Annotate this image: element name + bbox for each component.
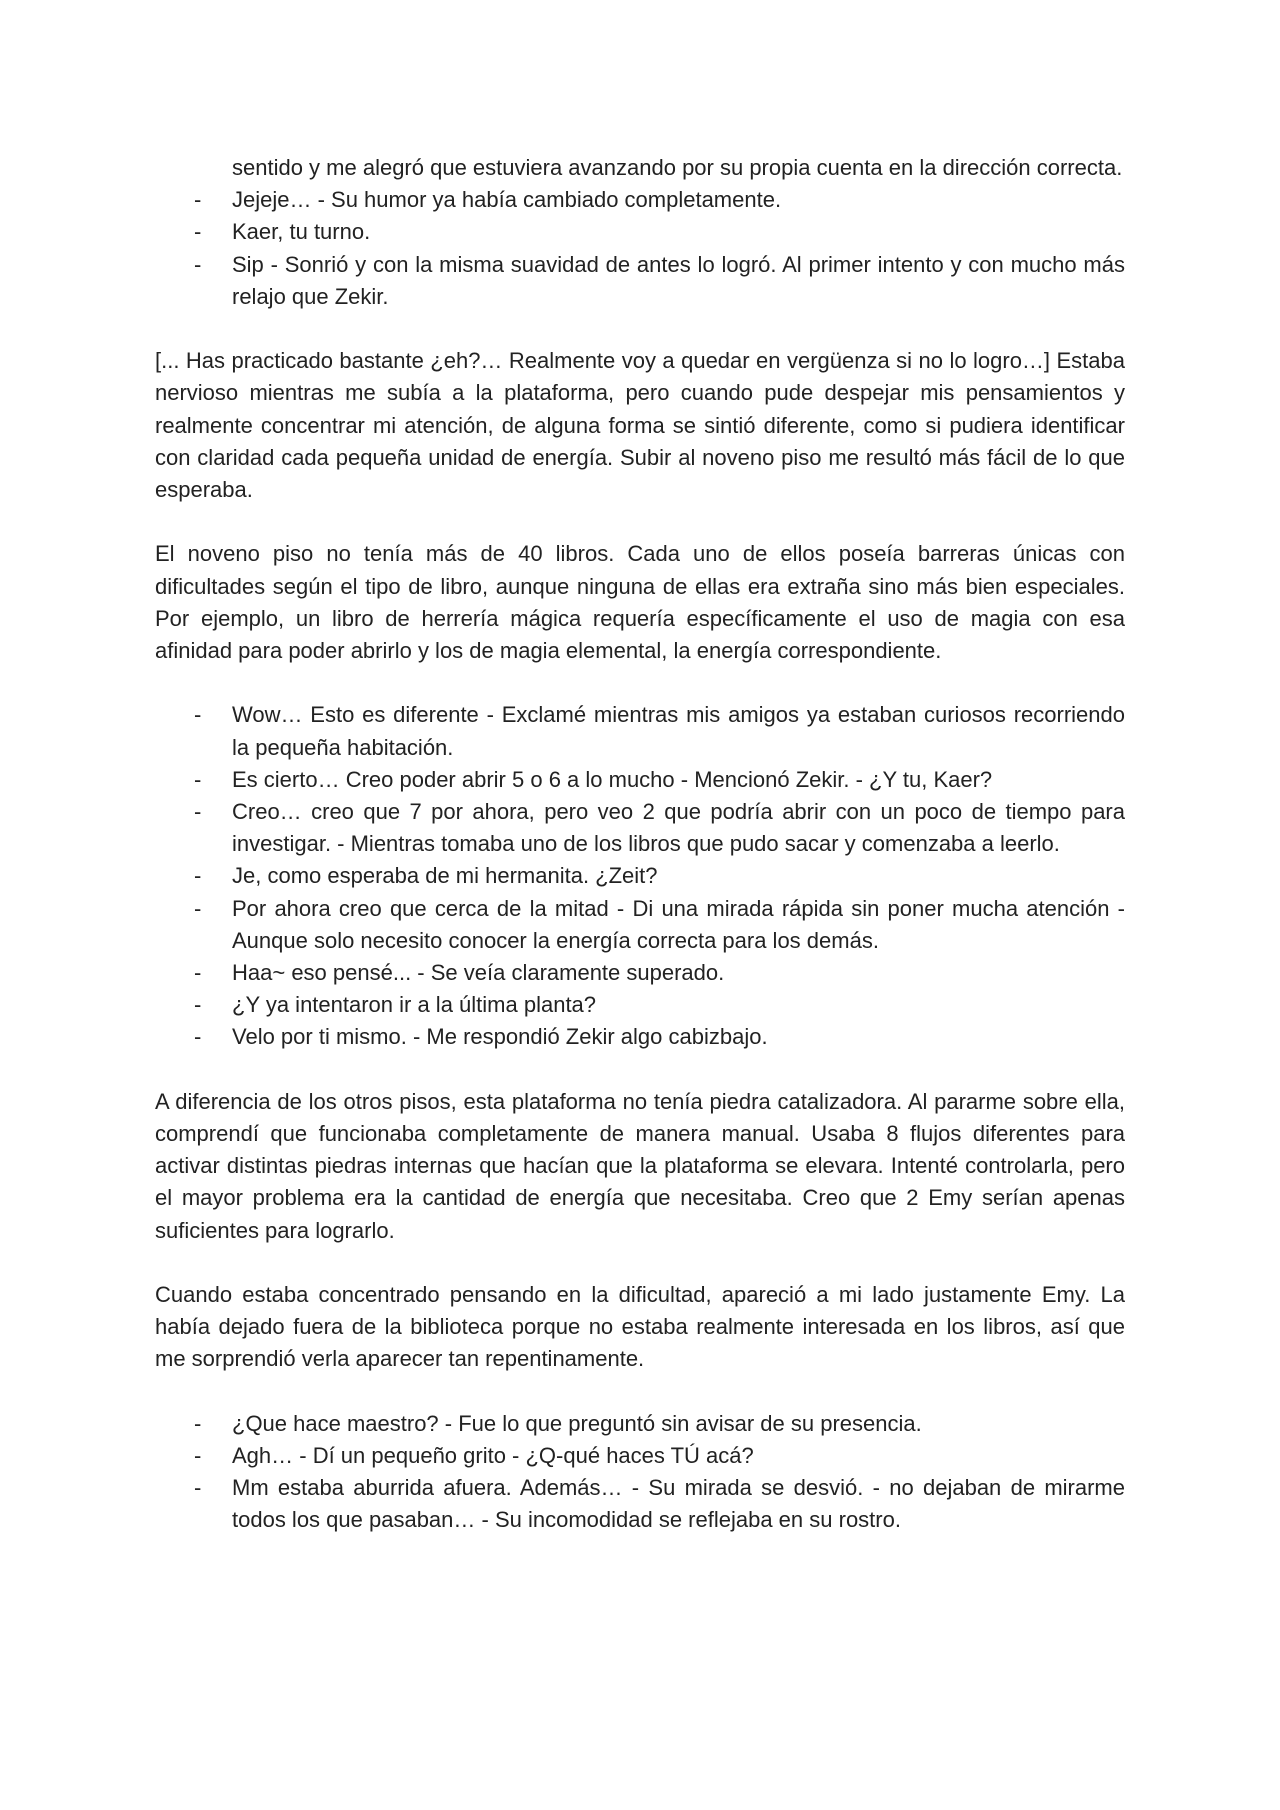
dialogue-list [155,699,1125,1053]
dialogue-line [155,957,1125,989]
narrative-paragraph: El noveno piso no tenía más de 40 libros. Cada uno de ellos poseía barreras únicas con dificultades según el tipo de libro, aunque ninguna de ellas era extraña sino más bien especiales. Por ejemplo, un libro de herrería mágica requería específicamente el uso de magia con esa afinidad para poder abrirlo y los de magia elemental, la energía correspondiente. [155,541,1125,664]
paragraph-gap [155,667,1125,699]
paragraph-gap [155,1376,1125,1408]
dialogue-text: sentido y me alegró que estuviera avanzando por su propia cuenta en la dirección correcta. [232,155,1123,180]
dialogue-dash: - [194,219,202,245]
narrative-paragraph: A diferencia de los otros pisos, esta plataforma no tenía piedra catalizadora. Al pararme sobre ella, comprendí que funcionaba completamente de manera manual. Usaba 8 flujos diferentes para activar distintas piedras internas que hacían que la plataforma se elevara. Intenté controlarla, pero el mayor problema era la cantidad de energía que necesitaba. Creo que 2 Emy serían apenas suficientes para lograrlo. [155,1088,1125,1243]
dialogue-dash: - [194,251,202,277]
dialogue-text: Por ahora creo que cerca de la mitad - Di una mirada rápida sin poner mucha atención - Aunque solo necesito conocer la energía correcta para los demás. [232,895,1125,953]
narrative-paragraph: Cuando estaba concentrado pensando en la dificultad, apareció a mi lado justamente Emy. La había dejado fuera de la biblioteca porque no estaba realmente interesada en los libros, así que me sorprendió verla aparecer tan repentinamente. [155,1282,1125,1372]
dialogue-text: ¿Que hace maestro? - Fue lo que preguntó sin avisar de su presencia. [232,1410,922,1436]
dialogue-dash: - [194,799,202,825]
dialogue-text: Sip - Sonrió y con la misma suavidad de antes lo logró. Al primer intento y con mucho más relajo que Zekir. [232,251,1125,309]
dialogue-text: Haa~ eso pensé... - Se veía claramente superado. [232,960,725,986]
dialogue-line [155,184,1125,216]
dialogue-dash: - [194,766,202,792]
dialogue-line [155,699,1125,763]
dialogue-dash: - [194,1410,202,1436]
dialogue-list [155,184,1125,313]
dialogue-line [155,1408,1125,1440]
dialogue-line [155,1472,1125,1536]
dialogue-line [155,860,1125,892]
dialogue-text: Jejeje… - Su humor ya había cambiado completamente. [232,187,782,213]
dialogue-text: Agh… - Dí un pequeño grito - ¿Q-qué haces TÚ acá? [232,1443,754,1469]
dialogue-line [155,1440,1125,1472]
dialogue-continuation [155,152,1125,184]
paragraph-gap [155,506,1125,538]
document-body [155,152,1125,1537]
paragraph-gap [155,1054,1125,1086]
dialogue-text: Creo… creo que 7 por ahora, pero veo 2 que podría abrir con un poco de tiempo para investigar. - Mientras tomaba uno de los libros que pudo sacar y comenzaba a leerlo. [232,799,1125,857]
dialogue-text: Kaer, tu turno. [232,219,371,245]
dialogue-text: Es cierto… Creo poder abrir 5 o 6 a lo mucho - Mencionó Zekir. - ¿Y tu, Kaer? [232,766,993,792]
dialogue-line [155,893,1125,957]
paragraph-gap [155,1247,1125,1279]
narrative-paragraph: [... Has practicado bastante ¿eh?… Realmente voy a quedar en vergüenza si no lo logro…] Estaba nervioso mientras me subía a la plataforma, pero cuando pude despejar mis pensamientos y realmente concentrar mi atención, de alguna forma se sintió diferente, como si pudiera identificar con claridad cada pequeña unidad de energía. Subir al noveno piso me resultó más fácil de lo que esperaba. [155,348,1125,503]
dialogue-line [155,764,1125,796]
dialogue-text: Je, como esperaba de mi hermanita. ¿Zeit? [232,863,658,889]
dialogue-dash: - [194,1475,202,1501]
dialogue-text: Wow… Esto es diferente - Exclamé mientras mis amigos ya estaban curiosos recorriendo la pequeña habitación. [232,702,1125,760]
dialogue-dash: - [194,1443,202,1469]
dialogue-line [155,989,1125,1021]
paragraph-gap [155,313,1125,345]
dialogue-dash: - [194,895,202,921]
dialogue-dash: - [194,187,202,213]
dialogue-line [155,249,1125,313]
dialogue-text: Mm estaba aburrida afuera. Además… - Su mirada se desvió. - no dejaban de mirarme todos los que pasaban… - Su incomodidad se reflejaba en su rostro. [232,1475,1125,1533]
dialogue-text: Velo por ti mismo. - Me respondió Zekir algo cabizbajo. [232,1024,768,1050]
dialogue-list [155,1408,1125,1537]
dialogue-line [155,216,1125,248]
dialogue-dash: - [194,702,202,728]
dialogue-dash: - [194,1024,202,1050]
dialogue-line [155,1021,1125,1053]
dialogue-line [155,796,1125,860]
dialogue-dash: - [194,992,202,1018]
dialogue-text: ¿Y ya intentaron ir a la última planta? [232,992,597,1018]
dialogue-dash: - [194,863,202,889]
dialogue-dash: - [194,960,202,986]
